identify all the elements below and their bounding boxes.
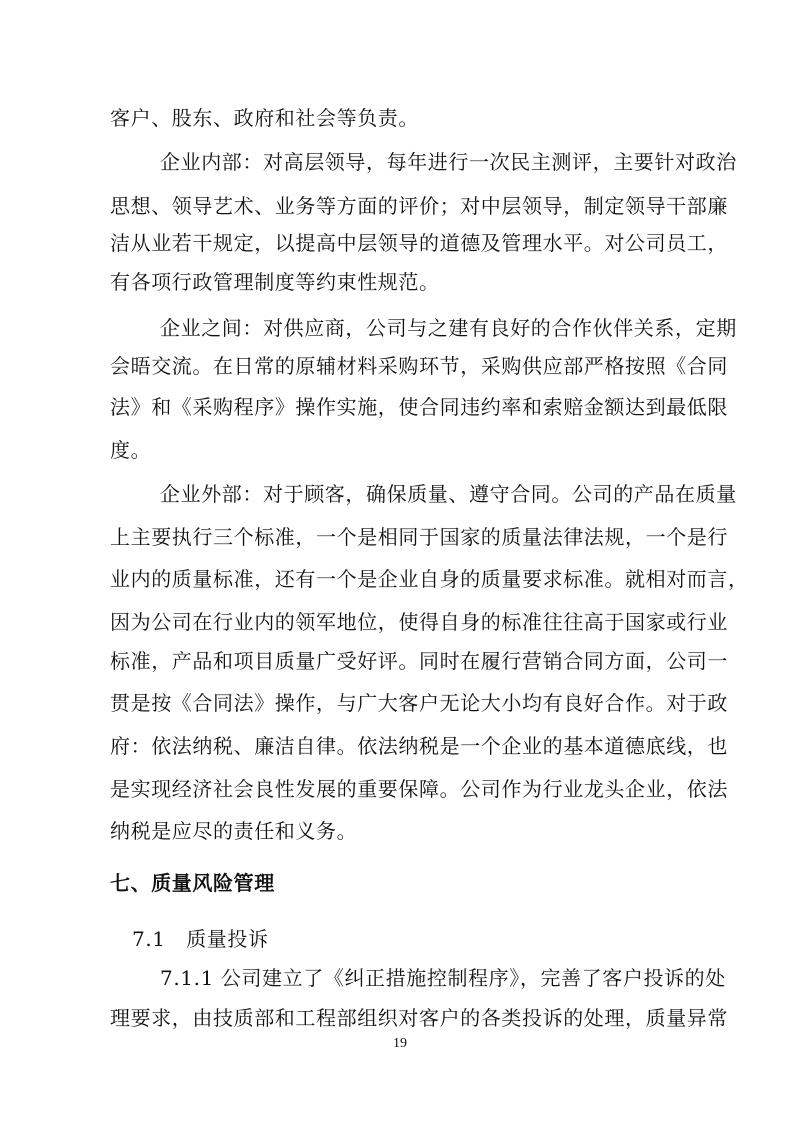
paragraph-line: 纳税是应尽的责任和义务。	[110, 819, 358, 843]
paragraph-line: 企业内部：对高层领导，每年进行一次民主测评，主要针对政治	[160, 150, 737, 174]
paragraph-line: 客户、股东、政府和社会等负责。	[110, 106, 419, 130]
paragraph-line: 企业外部：对于顾客，确保质量、遵守合同。公司的产品在质量	[160, 482, 737, 506]
paragraph-line: 洁从业若干规定，以提高中层领导的道德及管理水平。对公司员工，	[110, 231, 728, 255]
paragraph-line: 会晤交流。在日常的原辅材料采购环节，采购供应部严格按照《合同	[110, 354, 728, 378]
paragraph-line: 法》和《采购程序》操作实施，使合同违约率和索赔金额达到最低限	[110, 395, 728, 419]
paragraph-line: 贯是按《合同法》操作，与广大客户无论大小均有良好合作。对于政	[110, 691, 728, 715]
paragraph-line: 7.1.1 公司建立了《纠正措施控制程序》，完善了客户投诉的处	[160, 966, 726, 990]
paragraph-line: 因为公司在行业内的领军地位，使得自身的标准往往高于国家或行业	[110, 610, 728, 634]
paragraph-line: 业内的质量标准，还有一个是企业自身的质量要求标准。就相对而言，	[110, 567, 749, 591]
paragraph-line: 有各项行政管理制度等约束性规范。	[110, 270, 440, 294]
page-number: 19	[393, 1036, 407, 1051]
subsection-heading: 7.1 质量投诉	[132, 927, 269, 951]
paragraph-line: 是实现经济社会良性发展的重要保障。公司作为行业龙头企业，依法	[110, 777, 728, 801]
paragraph-line: 标准，产品和项目质量广受好评。同时在履行营销合同方面，公司一	[110, 649, 728, 673]
paragraph-line: 上主要执行三个标准，一个是相同于国家的质量法律法规，一个是行	[110, 525, 728, 549]
paragraph-line: 理要求，由技质部和工程部组织对客户的各类投诉的处理，质量异常	[110, 1006, 728, 1030]
paragraph-line: 思想、领导艺术、业务等方面的评价；对中层领导，制定领导干部廉	[110, 194, 728, 218]
paragraph-line: 企业之间：对供应商，公司与之建有良好的合作伙伴关系，定期	[160, 316, 737, 340]
section-heading: 七、质量风险管理	[110, 871, 275, 895]
paragraph-line: 府：依法纳税、廉洁自律。依法纳税是一个企业的基本道德底线，也	[110, 734, 728, 758]
paragraph-line: 度。	[110, 438, 152, 462]
